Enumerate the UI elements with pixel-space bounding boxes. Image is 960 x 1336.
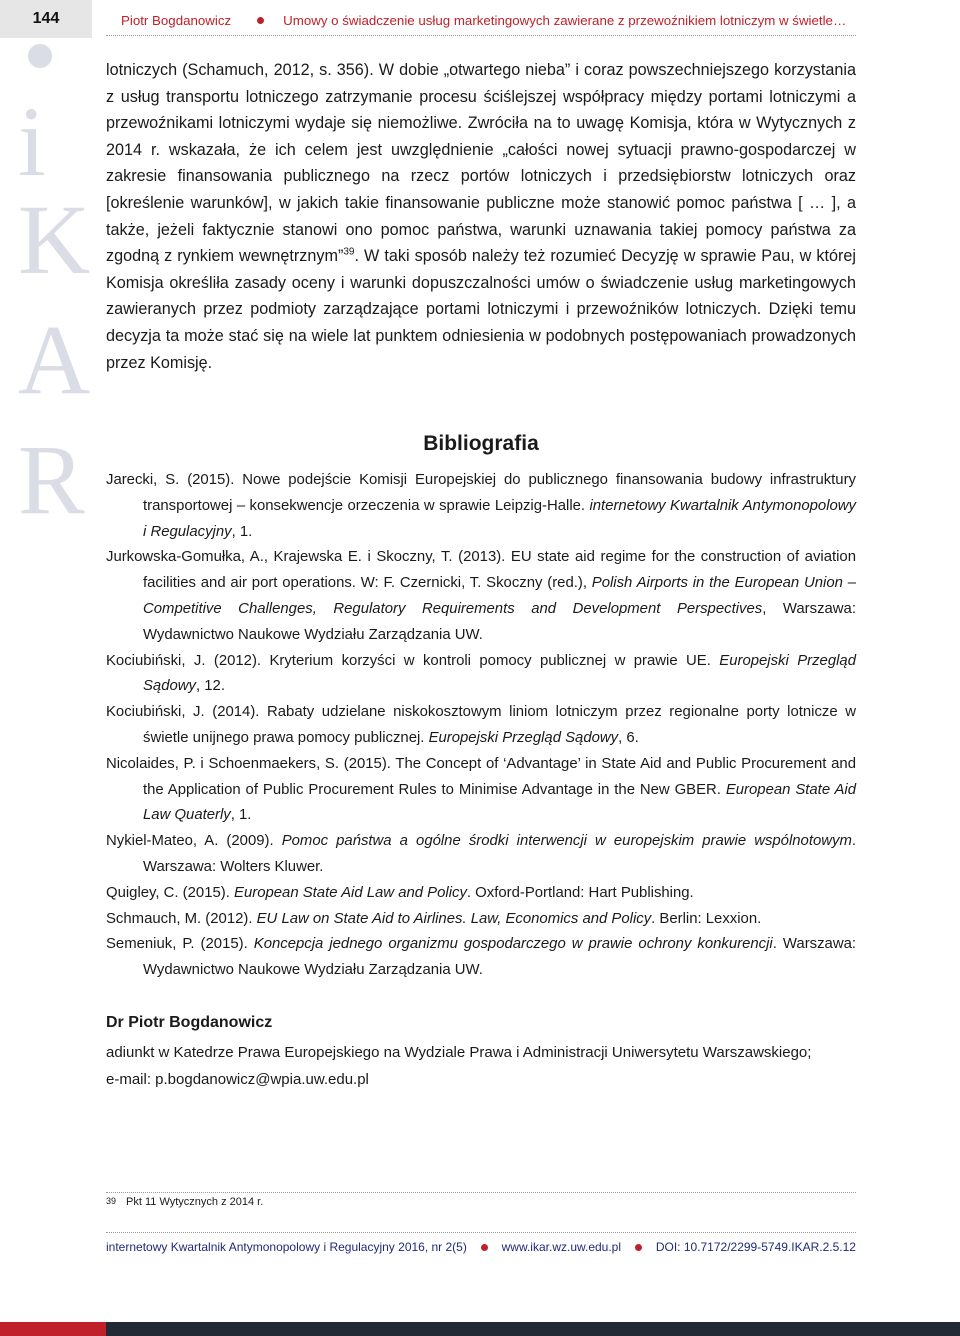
entry-text: , 12.	[195, 678, 225, 695]
entry-title: EU Law on State Aid to Airlines. Law, Economics and Policy	[256, 910, 652, 927]
footnote-divider	[106, 1192, 856, 1193]
entry-text: . Warszawa: Wolters Kluwer.	[143, 833, 856, 875]
entry-title: Koncepcja jednego organizmu gospodarczego w prawie ochrony konkurencji	[253, 936, 773, 953]
footnote	[106, 1196, 263, 1208]
entry-text: , Warszawa: Wydawnictwo Naukowe Wydziału Zarządzania UW.	[143, 600, 856, 643]
bullet-dot-icon	[257, 17, 264, 24]
entry-title: Pomoc państwa a ogólne środki interwencji w europejskim prawie wspólnotowym	[281, 833, 852, 850]
page-footer	[106, 1238, 856, 1256]
entry-title: European State Aid Law Quaterly	[143, 781, 856, 824]
body-text-part-2: . W taki sposób należy też rozumieć Decyzję w sprawie Pau, w której Komisja określiła zasady oceny i warunki dopuszczalności umów o świadczenie usług marketingowych zawieranych przez podmioty zarządzające portami lotniczymi i przewoźników lotniczych. Dzięki temu decyzja ta może stać się na wiele lat punktem odniesienia w podobnych postępowaniach prowadzonych przez Komisję.	[106, 247, 856, 372]
body-text-part-1: lotniczych (Schamuch, 2012, s. 356). W dobie „otwartego nieba” i coraz powszechniejszego korzystania z usług transportu lotniczego zatrzymanie procesu ściślejszej współpracy między portami lotniczymi a przewoźnikami lotniczymi wydaje się niemożliwe. Zwróciła na to uwagę Komisja, która w Wytycznych z 2014 r. wskazała, że ich celem jest uwzględnienie „całości nowej sytuacji prawno-gospodarczej w zakresie finansowania publicznego na rzecz portów lotniczych i przedsiębiorstw lotniczych oraz [określenie warunków], w jakich takie finansowanie publiczne może stanowić pomoc państwa [ … ], a także, jeżeli faktycznie stanowi ono pomoc państwa, warunki uznawania takiej pomocy państwa za zgodną z rynkiem wewnętrznym”	[106, 61, 856, 266]
side-letter-a: A	[18, 304, 91, 415]
entry-text: , 1.	[231, 523, 253, 540]
author-bio	[106, 1040, 866, 1093]
side-decoration	[0, 40, 104, 535]
bottom-dark-bar	[106, 1322, 960, 1336]
footnote-reference[interactable]: 39	[343, 246, 355, 258]
entry-text: Kociubiński, J. (2014). Rabaty udzielane niskokosztowym liniom lotniczym przez regionalne porty lotnicze w świetle unijnego prawa pomocy publicznej.	[106, 704, 856, 746]
bibliography-entry	[106, 700, 856, 752]
author-name: Dr Piotr Bogdanowicz	[106, 1014, 273, 1031]
side-letter-r: R	[18, 424, 85, 535]
bibliography-entry	[106, 545, 856, 648]
entry-title: European State Aid Law and Policy	[234, 884, 467, 901]
running-header	[121, 11, 861, 29]
bibliography-entry	[106, 752, 856, 829]
bibliography-entry	[106, 468, 856, 545]
bibliography-list	[106, 468, 856, 984]
bullet-dot-icon	[635, 1244, 642, 1251]
entry-text: . Warszawa: Wydawnictwo Naukowe Wydziału Zarządzania UW.	[143, 936, 856, 979]
footnote-number: 39	[106, 1196, 117, 1206]
bibliography-title: Bibliografia	[423, 432, 539, 455]
bottom-accent-bar	[0, 1322, 106, 1336]
entry-text: Nykiel-Mateo, A. (2009).	[106, 833, 282, 850]
entry-text: . Berlin: Lexxion.	[651, 910, 762, 927]
author-affiliation: adiunkt w Katedrze Prawa Europejskiego na Wydziale Prawa i Administracji Uniwersytetu Warszawskiego;	[106, 1044, 812, 1061]
header-title: Umowy o świadczenie usług marketingowych zawierane z przewoźnikiem lotniczym w świetle…	[283, 12, 847, 28]
header-author: Piotr Bogdanowicz	[121, 12, 232, 28]
entry-title: Europejski Przegląd Sądowy	[428, 729, 619, 746]
footer-doi: DOI: 10.7172/2299-5749.IKAR.2.5.12	[655, 1240, 856, 1254]
footer-journal: internetowy Kwartalnik Antymonopolowy i Regulacyjny 2016, nr 2(5)	[106, 1240, 467, 1254]
entry-title: internetowy Kwartalnik Antymonopolowy i Regulacyjny	[143, 497, 856, 540]
bibliography-entry	[106, 881, 856, 907]
bibliography-entry	[106, 907, 856, 933]
entry-text: Semeniuk, P. (2015).	[106, 936, 254, 953]
entry-text: Jarecki, S. (2015). Nowe podejście Komisji Europejskiej do publicznego finansowania budowy infrastruktury transportowej – konsekwencje orzeczenia w sprawie Leipzig-Halle.	[106, 472, 856, 514]
entry-title: Polish Airports in the European Union – Competitive Challenges, Regulatory Requirements and Development Perspectives	[143, 575, 857, 617]
bibliography-entry	[106, 932, 856, 984]
footer-website-link[interactable]: www.ikar.wz.uw.edu.pl	[501, 1240, 622, 1254]
entry-text: Jurkowska-Gomułka, A., Krajewska E. i Skoczny, T. (2013). EU state aid regime for the construction of aviation facilities and air port operations. W: F. Czernicki, T. Skoczny (red.),	[106, 549, 856, 592]
decor-dot-icon	[28, 44, 52, 68]
entry-text: , 1.	[230, 807, 252, 824]
entry-title: Europejski Przegląd Sądowy	[143, 652, 856, 695]
entry-text: , 6.	[618, 729, 639, 746]
footnote-text: Pkt 11 Wytycznych z 2014 r.	[126, 1196, 264, 1208]
page-number: 144	[0, 0, 92, 38]
entry-text: . Oxford-Portland: Hart Publishing.	[466, 884, 694, 901]
bibliography-entry	[106, 829, 856, 881]
footer-divider	[106, 1232, 856, 1233]
bibliography-entry	[106, 649, 856, 701]
side-letter-k: K	[18, 184, 91, 295]
bullet-dot-icon	[481, 1244, 488, 1251]
entry-text: Kociubiński, J. (2012). Kryterium korzyści w kontroli pomocy publicznej w prawie UE.	[106, 652, 720, 669]
body-paragraph	[106, 57, 856, 376]
side-letter-i: i	[18, 86, 46, 197]
author-email[interactable]: e-mail: p.bogdanowicz@wpia.uw.edu.pl	[106, 1070, 369, 1088]
entry-text: Schmauch, M. (2012).	[106, 910, 257, 927]
entry-text: Nicolaides, P. i Schoenmaekers, S. (2015). The Concept of ‘Advantage’ in State Aid and Public Procurement and the Application of Public Procurement Rules to Minimise Advantage in the New GBER.	[106, 755, 856, 798]
entry-text: Quigley, C. (2015).	[106, 884, 235, 901]
header-divider	[106, 35, 856, 36]
